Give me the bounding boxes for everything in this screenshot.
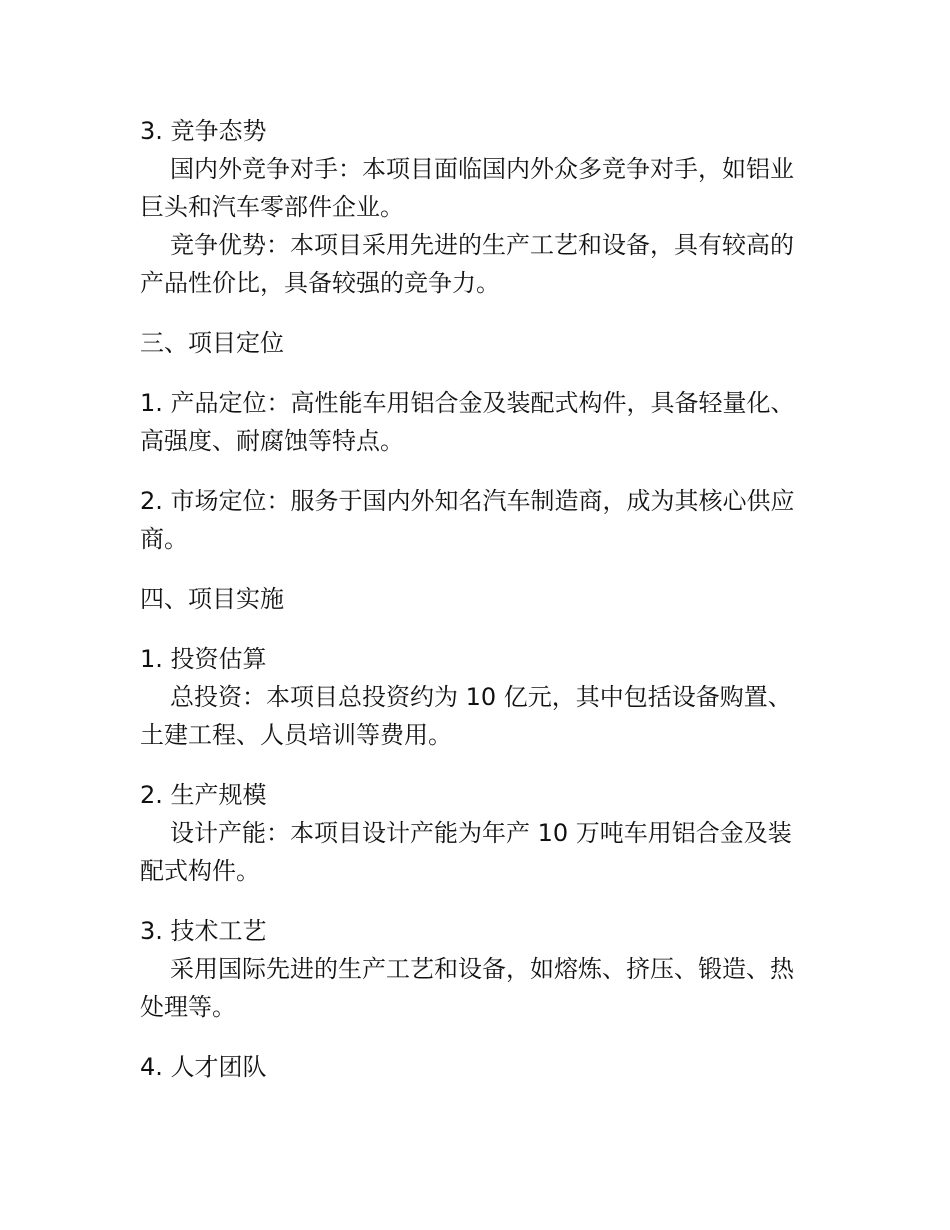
competition-rivals-paragraph: 国内外竞争对手：本项目面临国内外众多竞争对手，如铝业巨头和汽车零部件企业。 <box>140 155 794 221</box>
tech-paragraph: 采用国际先进的生产工艺和设备，如熔炼、挤压、锻造、热处理等。 <box>140 955 794 1021</box>
market-positioning-paragraph: 2. 市场定位：服务于国内外知名汽车制造商，成为其核心供应商。 <box>140 487 795 553</box>
investment-paragraph: 总投资：本项目总投资约为 10 亿元，其中包括设备购置、土建工程、人员培训等费用。 <box>140 683 792 749</box>
scale-paragraph: 设计产能：本项目设计产能为年产 10 万吨车用铝合金及装配式构件。 <box>140 819 792 885</box>
scale-heading: 2. 生产规模 <box>140 781 267 809</box>
investment-heading: 1. 投资估算 <box>140 645 267 673</box>
competition-heading: 3. 竞争态势 <box>140 117 267 145</box>
positioning-section-heading: 三、项目定位 <box>140 329 284 357</box>
implementation-section-heading: 四、项目实施 <box>140 585 284 613</box>
tech-heading: 3. 技术工艺 <box>140 917 267 945</box>
competition-advantage-paragraph: 竞争优势：本项目采用先进的生产工艺和设备，具有较高的产品性价比，具备较强的竞争力。 <box>140 231 794 297</box>
talent-heading: 4. 人才团队 <box>140 1053 267 1081</box>
product-positioning-paragraph: 1. 产品定位：高性能车用铝合金及装配式构件，具备轻量化、高强度、耐腐蚀等特点。 <box>140 389 795 455</box>
document-body <box>140 112 810 1086</box>
